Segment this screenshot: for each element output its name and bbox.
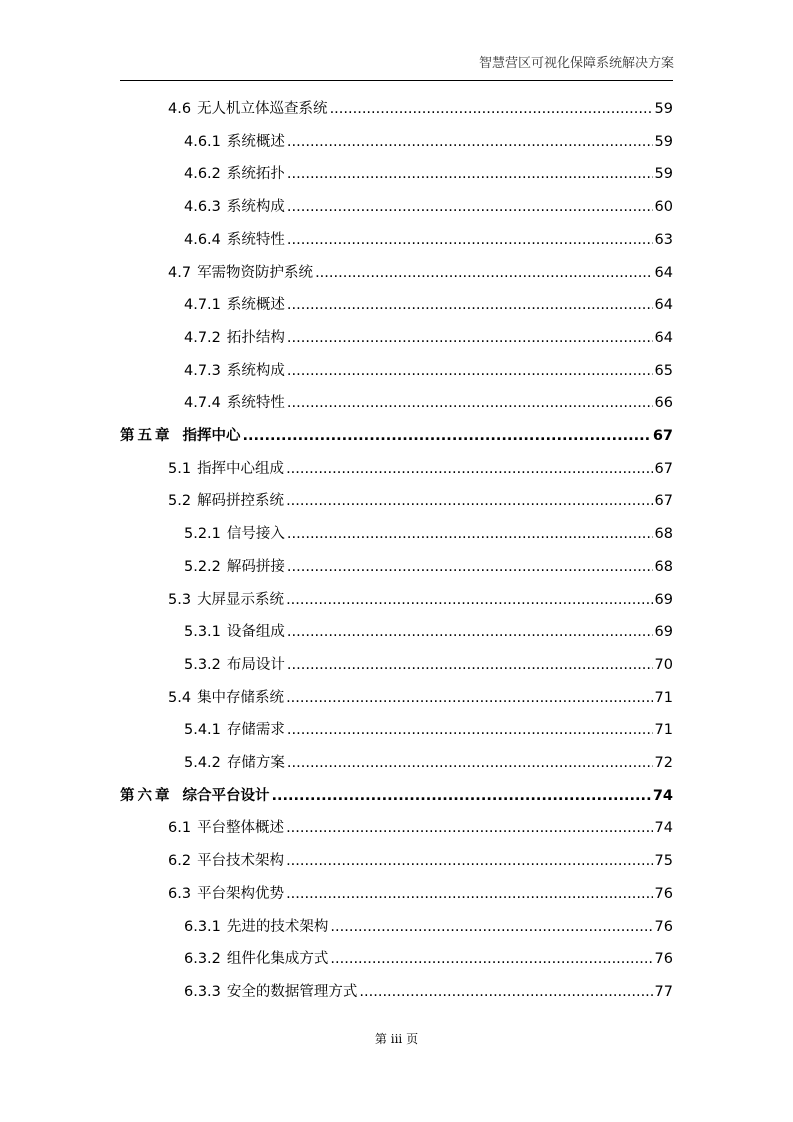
toc-dot-leader bbox=[359, 984, 652, 1000]
toc-dot-leader bbox=[287, 199, 653, 215]
toc-entry-number: 第五章 bbox=[120, 428, 173, 444]
toc-entry[interactable] bbox=[184, 555, 673, 579]
toc-entry-title: 解码拼接 bbox=[226, 558, 285, 575]
toc-entry[interactable] bbox=[168, 882, 673, 906]
toc-entry[interactable] bbox=[184, 947, 673, 971]
toc-entry-page: 63 bbox=[654, 231, 673, 248]
toc-entry-page: 67 bbox=[652, 428, 673, 444]
toc-entry[interactable] bbox=[184, 980, 673, 1004]
toc-entry-title: 设备组成 bbox=[226, 624, 285, 641]
toc-entry-number: 5.2.2 bbox=[184, 558, 221, 575]
toc-entry-number: 4.7.3 bbox=[184, 362, 221, 379]
toc-entry-number: 5.4 bbox=[168, 689, 192, 706]
toc-entry-page: 65 bbox=[654, 362, 673, 379]
toc-dot-leader bbox=[286, 886, 652, 902]
toc-entry-number: 4.7.2 bbox=[184, 329, 221, 346]
toc-entry-number: 6.3.1 bbox=[184, 918, 221, 935]
toc-dot-leader bbox=[272, 788, 651, 804]
toc-entry[interactable] bbox=[168, 686, 673, 710]
toc-entry-title: 指挥中心 bbox=[182, 428, 241, 444]
toc-entry[interactable] bbox=[184, 359, 673, 383]
toc-entry[interactable] bbox=[168, 457, 673, 481]
toc-entry-title: 指挥中心组成 bbox=[197, 460, 285, 477]
toc-entry-page: 76 bbox=[654, 885, 673, 902]
toc-entry-title: 系统概述 bbox=[226, 297, 285, 314]
toc-entry-title: 军需物资防护系统 bbox=[197, 264, 314, 281]
toc-dot-leader bbox=[287, 166, 653, 182]
toc-entry-page: 68 bbox=[654, 558, 673, 575]
toc-entry-number: 6.1 bbox=[168, 820, 192, 837]
toc-entry-title: 组件化集成方式 bbox=[226, 951, 329, 968]
toc-entry-title: 大屏显示系统 bbox=[197, 591, 285, 608]
toc-entry-number: 5.2 bbox=[168, 493, 192, 510]
toc-entry-page: 69 bbox=[654, 591, 673, 608]
toc-entry[interactable] bbox=[184, 522, 673, 546]
toc-entry-page: 64 bbox=[654, 297, 673, 314]
toc-dot-leader bbox=[287, 232, 653, 248]
toc-entry-title: 系统特性 bbox=[226, 395, 285, 412]
toc-entry[interactable] bbox=[168, 849, 673, 873]
toc-entry-page: 70 bbox=[654, 656, 673, 673]
toc-entry-title: 布局设计 bbox=[226, 656, 285, 673]
page-number-footer: 第 iii 页 bbox=[374, 1032, 419, 1046]
toc-entry-title: 拓扑结构 bbox=[226, 329, 285, 346]
toc-entry-title: 平台整体概述 bbox=[197, 820, 285, 837]
toc-entry-title: 解码拼控系统 bbox=[197, 493, 285, 510]
toc-entry[interactable] bbox=[184, 653, 673, 677]
toc-entry-title: 信号接入 bbox=[226, 526, 285, 543]
toc-entry-page: 72 bbox=[654, 755, 673, 771]
toc-entry-number: 5.3.1 bbox=[184, 624, 221, 641]
toc-entry[interactable] bbox=[184, 751, 673, 775]
toc-entry-number: 第六章 bbox=[120, 787, 173, 804]
toc-entry-page: 76 bbox=[654, 918, 673, 935]
toc-entry-number: 6.2 bbox=[168, 853, 192, 870]
toc-entry-number: 4.6.4 bbox=[184, 231, 221, 248]
toc-entry-title: 平台技术架构 bbox=[197, 853, 285, 870]
toc-entry-number: 4.7.4 bbox=[184, 395, 221, 412]
toc-dot-leader bbox=[330, 919, 652, 935]
toc-dot-leader bbox=[287, 297, 653, 313]
toc-entry-page: 76 bbox=[654, 951, 673, 968]
toc-entry[interactable] bbox=[184, 620, 673, 644]
toc-entry-page: 68 bbox=[654, 526, 673, 543]
toc-entry-number: 4.7.1 bbox=[184, 297, 221, 314]
toc-entry-title: 存储需求 bbox=[226, 722, 285, 739]
toc-entry-number: 5.3 bbox=[168, 591, 192, 608]
toc-entry-number: 4.6.3 bbox=[184, 199, 221, 216]
toc-entry-number: 5.1 bbox=[168, 460, 192, 477]
toc-entry-page: 67 bbox=[654, 493, 673, 510]
toc-entry-page: 74 bbox=[654, 820, 673, 837]
toc-entry[interactable] bbox=[168, 588, 673, 612]
toc-dot-leader bbox=[287, 330, 653, 346]
toc-entry-title: 平台架构优势 bbox=[197, 885, 285, 902]
toc-entry[interactable] bbox=[184, 228, 673, 252]
toc-dot-leader bbox=[286, 820, 652, 836]
toc-entry[interactable] bbox=[184, 915, 673, 939]
toc-entry-number: 6.3 bbox=[168, 885, 192, 902]
toc-entry[interactable] bbox=[184, 326, 673, 350]
toc-dot-leader bbox=[287, 755, 653, 771]
toc-dot-leader bbox=[286, 592, 652, 608]
toc-entry[interactable] bbox=[120, 784, 673, 808]
toc-dot-leader bbox=[287, 624, 653, 640]
toc-entry-page: 59 bbox=[654, 166, 673, 183]
toc-entry-page: 59 bbox=[654, 133, 673, 150]
toc-dot-leader bbox=[287, 526, 653, 542]
toc-entry-page: 71 bbox=[654, 722, 673, 739]
toc-entry-title: 存储方案 bbox=[226, 755, 285, 771]
toc-dot-leader bbox=[287, 722, 653, 738]
toc-entry-title: 系统特性 bbox=[226, 231, 285, 248]
toc-dot-leader bbox=[286, 690, 652, 706]
toc-entry-page: 66 bbox=[654, 395, 673, 412]
header-rule bbox=[120, 80, 673, 81]
toc-dot-leader bbox=[315, 265, 652, 281]
toc-entry-page: 75 bbox=[654, 853, 673, 870]
toc-entry[interactable] bbox=[120, 424, 673, 448]
toc-entry-title: 集中存储系统 bbox=[197, 689, 285, 706]
toc-entry-page: 64 bbox=[654, 329, 673, 346]
toc-entry-title: 系统拓扑 bbox=[226, 166, 285, 183]
toc-dot-leader bbox=[287, 657, 653, 673]
toc-entry-title: 综合平台设计 bbox=[182, 787, 270, 804]
toc-dot-leader bbox=[243, 428, 651, 444]
toc-entry-page: 69 bbox=[654, 624, 673, 641]
toc-dot-leader bbox=[286, 853, 652, 869]
toc-entry-page: 64 bbox=[654, 264, 673, 281]
toc-dot-leader bbox=[286, 461, 652, 477]
header-title: 智慧营区可视化保障系统解决方案 bbox=[478, 56, 674, 71]
toc-entry[interactable] bbox=[184, 130, 673, 154]
toc-dot-leader bbox=[287, 363, 653, 379]
toc-entry[interactable] bbox=[168, 489, 673, 513]
toc-entry-number: 5.4.2 bbox=[184, 755, 221, 771]
toc-entry-page: 67 bbox=[654, 460, 673, 477]
toc-dot-leader bbox=[330, 951, 652, 967]
toc-dot-leader bbox=[330, 101, 653, 117]
toc-entry[interactable] bbox=[168, 261, 673, 285]
toc-entry[interactable] bbox=[184, 391, 673, 415]
toc-entry-number: 4.6 bbox=[168, 101, 192, 117]
toc-entry-title: 系统构成 bbox=[226, 199, 285, 216]
toc-dot-leader bbox=[287, 559, 653, 575]
toc-entry-number: 5.2.1 bbox=[184, 526, 221, 543]
toc-dot-leader bbox=[287, 134, 653, 150]
toc-entry-number: 4.6.1 bbox=[184, 133, 221, 150]
toc-entry-page: 60 bbox=[654, 199, 673, 216]
toc-entry-page: 74 bbox=[652, 787, 673, 804]
toc-entry[interactable] bbox=[184, 195, 673, 219]
toc-entry-title: 安全的数据管理方式 bbox=[226, 983, 358, 1000]
toc-entry-page: 77 bbox=[654, 983, 673, 1000]
toc-dot-leader bbox=[287, 395, 653, 411]
toc-entry-number: 4.6.2 bbox=[184, 166, 221, 183]
toc-entry-title: 系统概述 bbox=[226, 133, 285, 150]
toc-entry-number: 6.3.3 bbox=[184, 983, 221, 1000]
toc-entry[interactable] bbox=[168, 816, 673, 840]
toc-entry-number: 5.4.1 bbox=[184, 722, 221, 739]
toc-entry-page: 59 bbox=[654, 101, 673, 117]
toc-entry-title: 无人机立体巡查系统 bbox=[197, 101, 328, 117]
toc-entry[interactable] bbox=[168, 97, 673, 121]
toc-entry-page: 71 bbox=[654, 689, 673, 706]
toc-entry[interactable] bbox=[184, 162, 673, 186]
toc-entry-number: 4.7 bbox=[168, 264, 192, 281]
toc-dot-leader bbox=[286, 493, 652, 509]
toc-entry[interactable] bbox=[184, 293, 673, 317]
toc-entry-number: 5.3.2 bbox=[184, 656, 221, 673]
toc-entry-title: 系统构成 bbox=[226, 362, 285, 379]
toc-entry-title: 先进的技术架构 bbox=[226, 918, 329, 935]
toc-entry[interactable] bbox=[184, 718, 673, 742]
toc-entry-number: 6.3.2 bbox=[184, 951, 221, 968]
